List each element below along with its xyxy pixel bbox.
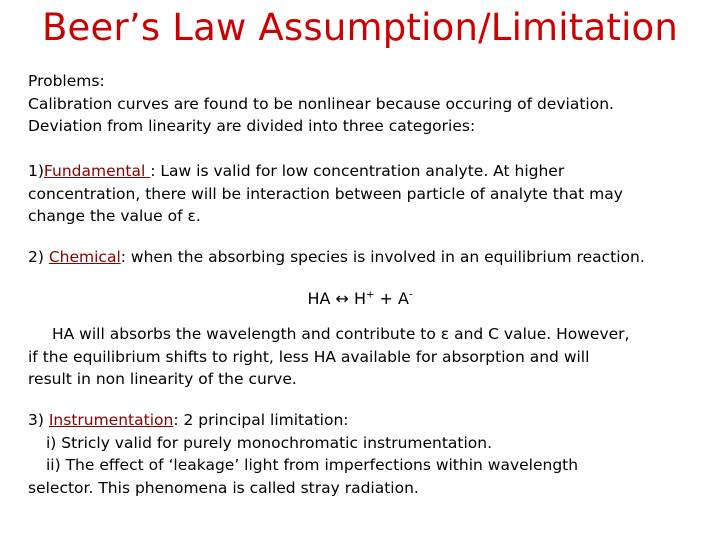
chemical-heading-line [28, 246, 708, 269]
chemical-para-line: HA will absorbs the wavelength and contribute to ε and C value. However, [52, 325, 630, 343]
instrumentation-item: ii) The effect of ‘leakage’ light from imperfections within wavelength [46, 456, 579, 474]
fundamental-term: Fundamental [43, 162, 151, 180]
chemical-para-line: result in non linearity of the curve. [28, 370, 297, 388]
fundamental-text: : Law is valid for low concentration analyte. At higher [150, 162, 565, 180]
intro-heading: Problems: [28, 72, 105, 90]
equation-superscript: + [366, 289, 375, 301]
intro-section [28, 70, 708, 138]
chemical-text: : when the absorbing species is involved in an equilibrium reaction. [120, 248, 645, 266]
intro-line: Deviation from linearity are divided into three categories: [28, 117, 476, 135]
fundamental-line: concentration, there will be interaction between particle of analyte that may [28, 184, 623, 203]
fundamental-section [28, 160, 708, 228]
instrumentation-text: : 2 principal limitation: [173, 411, 349, 429]
intro-line: Calibration curves are found to be nonlinear because occuring of deviation. [28, 94, 614, 113]
equilibrium-equation [0, 288, 720, 310]
item-number: 2) [28, 248, 49, 266]
instrumentation-item-cont: selector. This phenomena is called stray radiation. [28, 478, 419, 497]
equation-right: + A [374, 289, 409, 308]
instrumentation-section [28, 409, 708, 499]
chemical-para-line: if the equilibrium shifts to right, less HA available for absorption and will [28, 347, 590, 366]
fundamental-line: change the value of ε. [28, 207, 201, 225]
item-number: 1) [28, 162, 44, 180]
chemical-heading-block [28, 246, 708, 269]
instrumentation-heading-line [28, 409, 708, 432]
chemical-explanation [28, 323, 708, 391]
instrumentation-term: Instrumentation [48, 411, 174, 429]
chemical-term: Chemical [48, 248, 121, 266]
slide-title: Beer’s Law Assumption/Limitation [41, 6, 679, 49]
instrumentation-item: i) Stricly valid for purely monochromatic instrumentation. [46, 433, 493, 452]
fundamental-heading-line [28, 160, 708, 183]
equation-left: HA ↔ H [307, 289, 367, 308]
item-number: 3) [28, 411, 49, 429]
equation-superscript: - [408, 289, 413, 301]
